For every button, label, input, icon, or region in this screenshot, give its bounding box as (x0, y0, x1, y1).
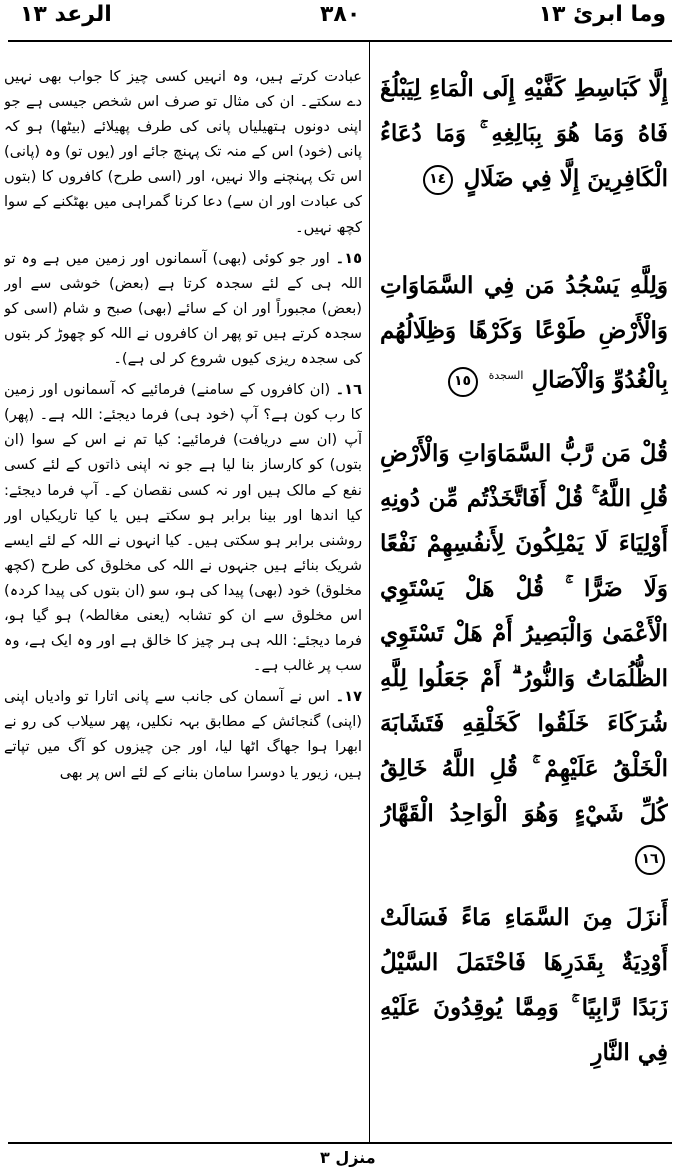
arabic-verse (380, 263, 668, 403)
translation-paragraph (4, 246, 362, 371)
arabic-column (380, 66, 668, 1142)
translation-paragraph (4, 377, 362, 678)
translation-text: اور جو کوئی (بھی) آسمانوں اور زمین میں ہے وہ تو اللہ ہی کے لئے سجدہ کرتا ہے (بعض) خوشی سے اور (بعض) مجبوراً اور ان کے سائے (بھی) صبح و شام (اسی کو سجدہ کرتے ہیں تو پھر ان کافروں نے اللہ کو چھوڑ کر بتوں کی سجدہ ریزی کیوں شروع کر لی ہے)۔ (4, 249, 362, 368)
arabic-verse (380, 431, 668, 881)
translation-text: عبادت کرتے ہیں، وہ انہیں کسی چیز کا جواب بھی نہیں دے سکتے۔ ان کی مثال تو صرف اس شخص جیسی ہے جو اپنی دونوں ہتھیلیاں پانی کی طرف پھیلائے (بیٹھا) ہو کہ پانی (خود) اس کے منہ تک پہنچ جائے اور (یوں تو) وہ (پانی) اس تک پہنچنے والا نہیں، اور (اسی طرح) کافروں کا (بتوں کی عبادت اور ان سے) دعا کرنا گمراہی میں بھٹکنے کے سوا کچھ نہیں۔ (4, 68, 362, 236)
verse-number: ١٦۔ (335, 381, 362, 399)
arabic-text: وَلِلَّهِ يَسْجُدُ مَن فِي السَّمَاوَاتِ وَالْأَرْضِ طَوْعًا وَكَرْهًا وَظِلَالُهُم بِالْغُدُوِّ وَالْآصَالِ (380, 272, 668, 394)
translation-column (4, 64, 362, 1138)
column-divider (369, 42, 370, 1142)
translation-text: (ان کافروں کے سامنے) فرمائیے کہ آسمانوں اور زمین کا رب کون ہے؟ آپ (خود ہی) فرما دیجئے: اللہ ہے۔ (پھر) آپ (ان سے دریافت) فرمائیے: کیا تم نے اس کے سوا (ان بتوں) کو کارساز بنا لیا ہے جو نہ اپنی ذاتوں کے لئے کسی نفع کے مالک ہیں اور نہ کسی نقصان کے۔ آپ فرما دیجئے: کیا اندھا اور بینا برابر ہو سکتے ہیں یا کیا تاریکیاں اور روشنی برابر ہو سکتی ہیں۔ کیا انہوں نے اللہ کے لئے ایسے شریک بنائے ہیں جنہوں نے اللہ کی مخلوق کی طرح (کچھ مخلوق) خود (بھی) پیدا کی ہو، سو (ان بتوں کی پیدا کردہ) اس مخلوق سے ان کو تشابہ (یعنی مغالطہ) ہو گیا ہو، فرما دیجئے: اللہ ہی ہر چیز کا خالق ہے اور وہ ایک ہے، وہ سب پر غالب ہے۔ (4, 381, 362, 675)
translation-text: اس نے آسمان کی جانب سے پانی اتارا تو وادیاں اپنی (اپنی) گنجائش کے مطابق بہہ نکلیں، پھر سیلاب کی رو نے ابھرا ہوا جھاگ اٹھا لیا، اور جن چیزوں کو آگ میں تپاتے ہیں، زیور یا دوسرا سامان بنانے کے لئے اس پر بھی (4, 688, 362, 781)
ayah-marker: ١٥ (448, 367, 478, 397)
ayah-marker: ١٤ (423, 165, 453, 195)
page-header (0, 0, 680, 38)
arabic-text: قُلْ مَن رَّبُّ السَّمَاوَاتِ وَالْأَرْضِ قُلِ اللَّهُ ۚ قُلْ أَفَاتَّخَذْتُم مِّن دُونِهِ أَوْلِيَاءَ لَا يَمْلِكُونَ لِأَنفُسِهِمْ نَفْعًا وَلَا ضَرًّا ۚ قُلْ هَلْ يَسْتَوِي الْأَعْمَىٰ وَالْبَصِيرُ أَمْ هَلْ تَسْتَوِي الظُّلُمَاتُ وَالنُّورُ ۗ أَمْ جَعَلُوا لِلَّهِ شُرَكَاءَ خَلَقُوا كَخَلْقِهِ فَتَشَابَهَ الْخَلْقُ عَلَيْهِمْ ۚ قُلِ اللَّهُ خَالِقُ كُلِّ شَيْءٍ وَهُوَ الْوَاحِدُ الْقَهَّارُ (380, 439, 668, 827)
manzil-label: منزل ٣ (320, 1148, 376, 1167)
translation-paragraph (4, 684, 362, 784)
header-rule (8, 40, 672, 42)
juz-label: وما ابرئ ١٣ (538, 2, 666, 27)
translation-paragraph (4, 64, 362, 240)
sajda-marker: السجدة (488, 369, 524, 382)
verse-number: ١٥۔ (335, 249, 362, 267)
arabic-text: إِلَّا كَبَاسِطِ كَفَّيْهِ إِلَى الْمَاءِ لِيَبْلُغَ فَاهُ وَمَا هُوَ بِبَالِغِهِ ۚ وَمَا دُعَاءُ الْكَافِرِينَ إِلَّا فِي ضَلَالٍ (380, 75, 668, 192)
ayah-marker: ١٦ (635, 845, 665, 875)
verse-number: ١٧۔ (335, 688, 362, 706)
arabic-verse (380, 895, 668, 1075)
footer-rule (8, 1142, 672, 1144)
arabic-verse (380, 66, 668, 201)
arabic-text: أَنزَلَ مِنَ السَّمَاءِ مَاءً فَسَالَتْ أَوْدِيَةٌ بِقَدَرِهَا فَاحْتَمَلَ السَّيْلُ زَبَدًا رَّابِيًا ۚ وَمِمَّا يُوقِدُونَ عَلَيْهِ فِي النَّارِ (380, 903, 668, 1066)
surah-label: الرعد ١٣ (20, 2, 112, 27)
page-number: ٣٨٠ (320, 2, 361, 27)
